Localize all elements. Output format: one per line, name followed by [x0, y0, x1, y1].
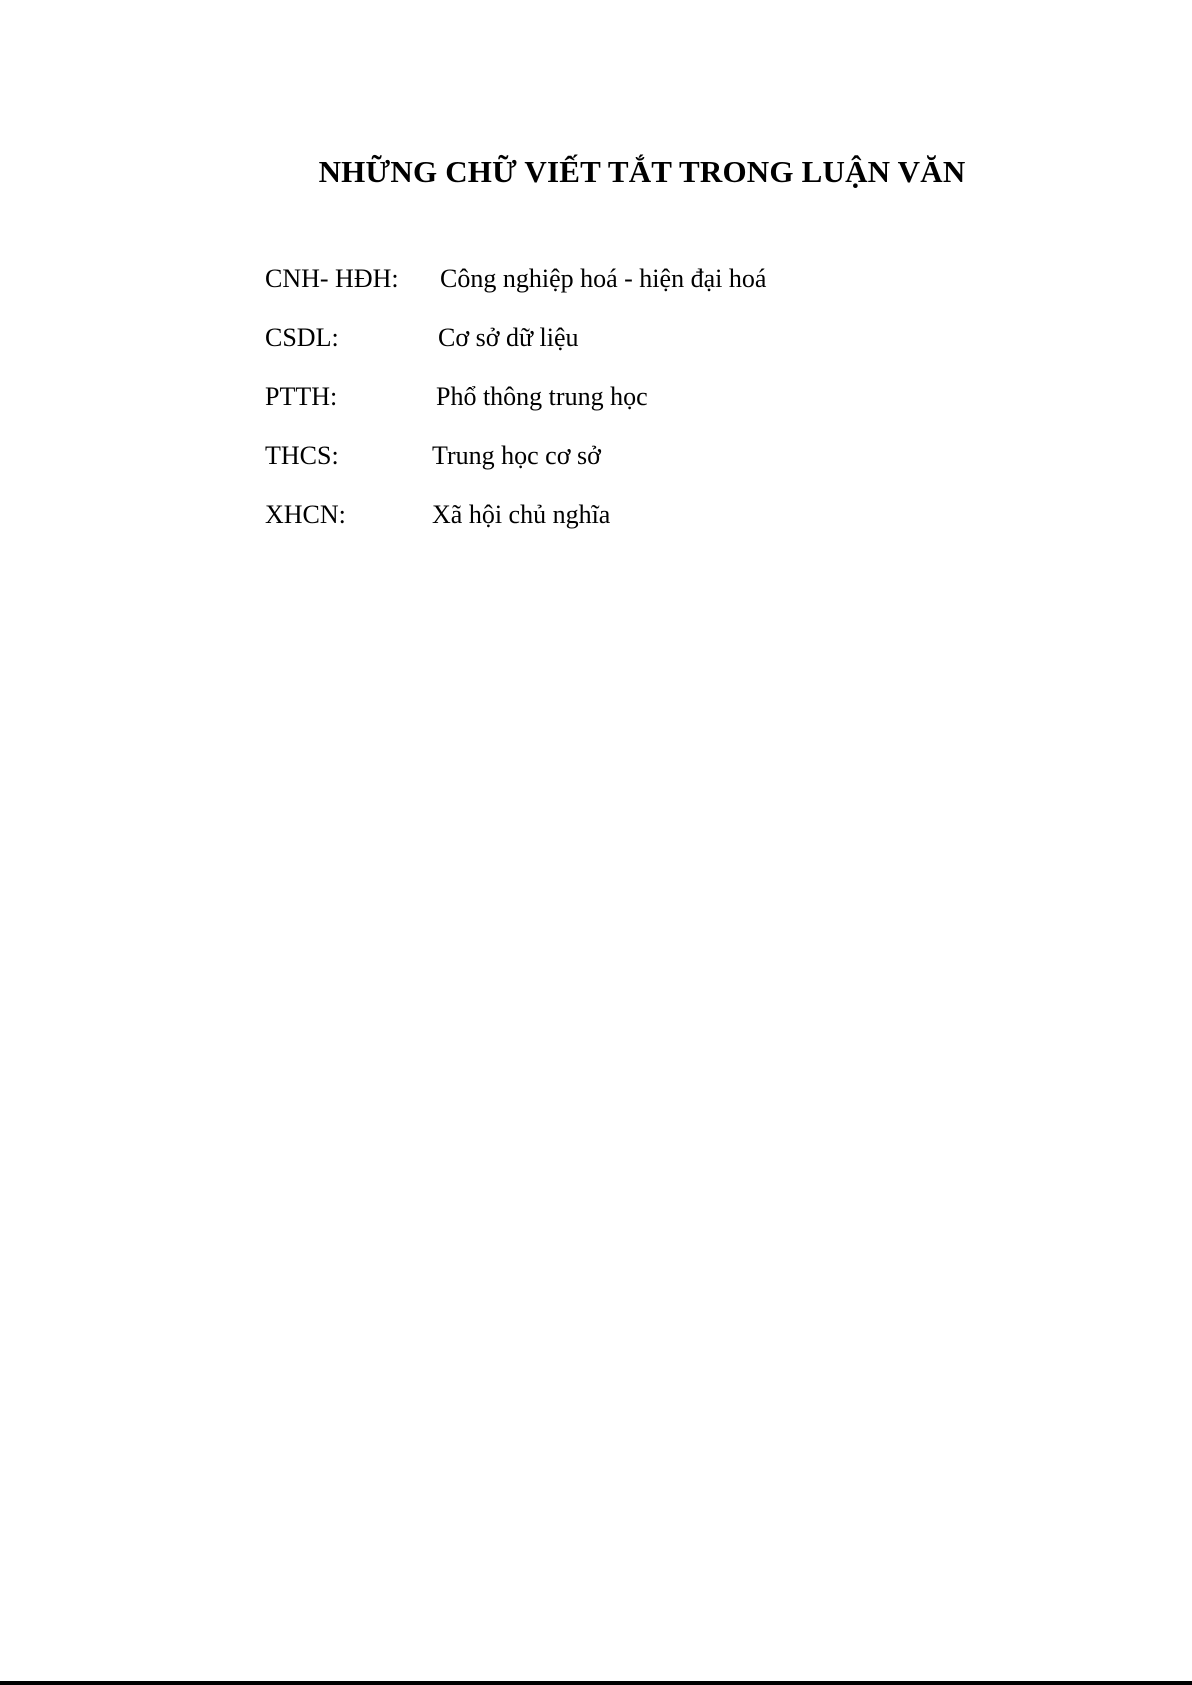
abbreviation-definition: Trung học cơ sở — [432, 441, 601, 470]
abbreviation-term: THCS: — [265, 441, 339, 470]
abbreviation-term: CSDL: — [265, 323, 339, 352]
abbreviation-definition: Cơ sở dữ liệu — [438, 323, 579, 352]
abbreviation-definition: Xã hội chủ nghĩa — [432, 500, 611, 529]
abbreviation-term: PTTH: — [265, 382, 338, 411]
abbreviation-definition: Công nghiệp hoá - hiện đại hoá — [440, 264, 767, 293]
page-title: NHỮNG CHỮ VIẾT TẮT TRONG LUẬN VĂN — [318, 154, 966, 189]
bottom-border-line — [0, 1681, 1192, 1685]
abbreviation-term: CNH- HĐH: — [265, 264, 399, 293]
abbreviation-term: XHCN: — [265, 500, 346, 529]
abbreviation-definition: Phổ thông trung học — [436, 382, 648, 411]
